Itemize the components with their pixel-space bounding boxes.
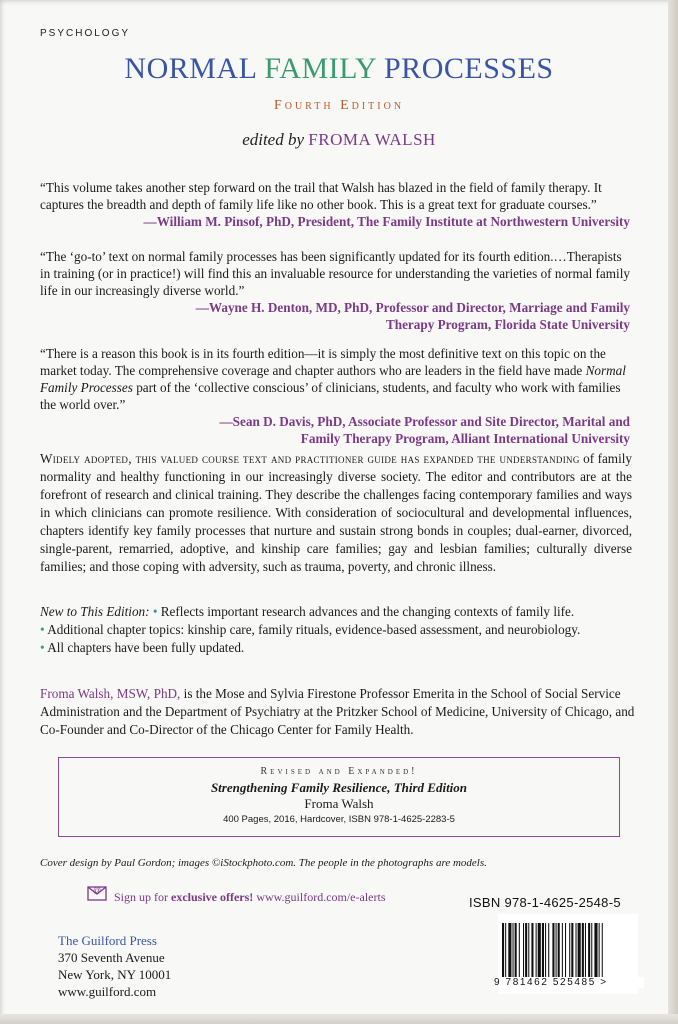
barcode-bar xyxy=(548,923,549,981)
publisher-website[interactable]: www.guilford.com xyxy=(58,984,157,999)
signup-url: www.guilford.com/e-alerts xyxy=(253,890,386,904)
barcode-bar xyxy=(582,923,584,981)
publisher-address-2: New York, NY 10001 xyxy=(58,967,172,982)
barcode-bar xyxy=(602,923,603,981)
barcode-bar xyxy=(542,923,544,981)
edition-label: Fourth Edition xyxy=(273,98,405,113)
quote-text: “This volume takes another step forward on the trail that Walsh has blazed in the field of family therapy. It captures the breadth and depth of family life like no other book. This is a great text for graduate courses.” xyxy=(40,180,602,212)
barcode-bar xyxy=(513,923,514,981)
book-description xyxy=(40,450,632,576)
new-edition-item xyxy=(40,621,640,639)
new-edition-list xyxy=(40,603,640,657)
promo-author: Froma Walsh xyxy=(304,796,374,811)
barcode-bar xyxy=(571,923,573,981)
promo-heading: Revised and Expanded! xyxy=(260,766,418,777)
barcode-bar xyxy=(585,923,586,981)
barcode-bar xyxy=(552,923,554,981)
barcode-bar xyxy=(562,923,563,981)
barcode-bar xyxy=(536,923,537,981)
cover-edge-bottom xyxy=(0,1014,678,1024)
promo-title: Strengthening Family Resilience, Third Edition xyxy=(210,780,468,795)
barcode-bar xyxy=(545,923,546,981)
bio-text: is the Mose and Sylvia Firestone Professor Emerita in the School of Social Service Administration and the Department of Psychiatry at the Pritzker School of Medicine, University of Chicago, and Co-Founder and Co-Director of the Chicago Center for Family Health. xyxy=(40,686,635,737)
barcode-bar xyxy=(588,923,590,981)
publisher-name: The Guilford Press xyxy=(58,933,157,948)
quote-book-title: Normal Family Processes xyxy=(40,363,626,395)
barcode-bar xyxy=(565,923,566,981)
barcode-bar xyxy=(558,923,560,981)
barcode-digits: 9 781462 525485 > xyxy=(494,977,644,988)
book-title xyxy=(0,52,678,86)
editor-bio xyxy=(40,685,638,739)
quote-text-part: “There is a reason this book is in its fourth edition—it is simply the most definitive text on this topic on the market today. The comprehensive coverage and chapter authors who are leaders in the field have made xyxy=(40,346,606,378)
svg-text:@: @ xyxy=(93,886,102,895)
promo-box xyxy=(58,757,620,837)
title-part-normal: NORMAL xyxy=(124,52,265,85)
barcode-bar xyxy=(578,923,581,981)
title-part-processes: PROCESSES xyxy=(376,52,554,85)
isbn-label: ISBN 978-1-4625-2548-5 xyxy=(469,895,621,910)
category-label: PSYCHOLOGY xyxy=(40,28,131,39)
quote-text: “The ‘go-to’ text on normal family processes has been significantly updated for its fourth edition.…Therapists in training (or in practice!) will find this an invaluable resource for understanding the varieties of normal family life in our increasingly diverse world.” xyxy=(40,249,630,298)
editor-name: FROMA WALSH xyxy=(308,130,436,149)
quote-attribution: —Wayne H. Denton, MD, PhD, Professor and Director, Marriage and Family Therapy Program, Florida State University xyxy=(195,300,630,332)
barcode-bar xyxy=(594,923,597,981)
new-edition-text: Additional chapter topics: kinship care, family rituals, evidence-based assessment, and neurobiology. xyxy=(47,622,581,637)
barcode-bar xyxy=(576,923,577,981)
barcode-bar xyxy=(538,923,541,981)
barcode-bar xyxy=(531,923,533,981)
barcode-bar xyxy=(525,923,527,981)
barcode-bar xyxy=(528,923,529,981)
new-edition-text: Reflects important research advances and the changing contexts of family life. xyxy=(160,604,575,619)
bullet-icon: • xyxy=(40,622,45,637)
signup-link[interactable] xyxy=(114,890,386,905)
endorsement-quote-1 xyxy=(40,179,630,230)
title-part-family: FAMILY xyxy=(264,52,376,85)
publisher-address-1: 370 Seventh Avenue xyxy=(58,950,165,965)
new-edition-item xyxy=(40,603,640,621)
editor-line xyxy=(0,130,678,150)
cover-edge-right xyxy=(668,0,678,1024)
signup-prefix: Sign up for xyxy=(114,890,171,904)
quote-attribution: —William M. Pinsof, PhD, President, The Family Institute at Northwestern University xyxy=(143,214,630,229)
barcode-bar xyxy=(591,923,592,981)
cover-credit: Cover design by Paul Gordon; images ©iStockphoto.com. The people in the photographs are models. xyxy=(40,857,487,869)
description-body: of family normality and healthy functioning in our increasingly diverse society. The editor and contributors are at the forefront of research and clinical training. They describe the challenges facing contemporary families and ways in which clinicians can promote resilience. With consideration of sociocultural and developmental influences, chapters identify key family processes that nurture and sustain strong bonds in couples; dual-earner, divorced, single-parent, remarried, adoptive, and kinship care families; gay and lesbian families; culturally diverse families; and those coping with adversity, such as trauma, poverty, and chronic illness. xyxy=(40,451,632,574)
bio-name: Froma Walsh, MSW, PhD, xyxy=(40,686,181,701)
bullet-icon: • xyxy=(152,604,158,619)
new-edition-item xyxy=(40,639,640,657)
bullet-icon: • xyxy=(40,640,45,655)
promo-details: 400 Pages, 2016, Hardcover, ISBN 978-1-4625-2283-5 xyxy=(223,814,455,825)
editor-prefix: edited by xyxy=(242,130,305,149)
new-edition-label: New to This Edition: xyxy=(40,604,150,619)
publisher-info xyxy=(58,932,171,1000)
endorsement-quote-2 xyxy=(40,248,630,333)
barcode-bar xyxy=(515,923,517,981)
barcode-bar xyxy=(505,923,506,981)
barcode-bar xyxy=(556,923,557,981)
barcode-bar xyxy=(519,923,520,981)
barcode-bar xyxy=(502,923,504,981)
quote-text-part: part of the ‘collective conscious’ of clinicians, students, and faculty who work with families the world over.” xyxy=(40,380,621,412)
description-lead: Widely adopted, this valued course text and practitioner guide has expanded the understanding xyxy=(40,451,580,466)
signup-bold: exclusive offers! xyxy=(171,890,254,904)
barcode-bar xyxy=(569,923,570,981)
barcode-bar xyxy=(599,923,600,981)
barcode-bar xyxy=(523,923,524,981)
new-edition-text: All chapters have been fully updated. xyxy=(47,640,245,655)
barcode-bar xyxy=(508,923,511,981)
endorsement-quote-3 xyxy=(40,345,630,447)
quote-attribution: —Sean D. Davis, PhD, Associate Professor and Site Director, Marital and Family Therapy Program, Alliant International University xyxy=(219,414,630,446)
quote-text xyxy=(40,345,630,413)
